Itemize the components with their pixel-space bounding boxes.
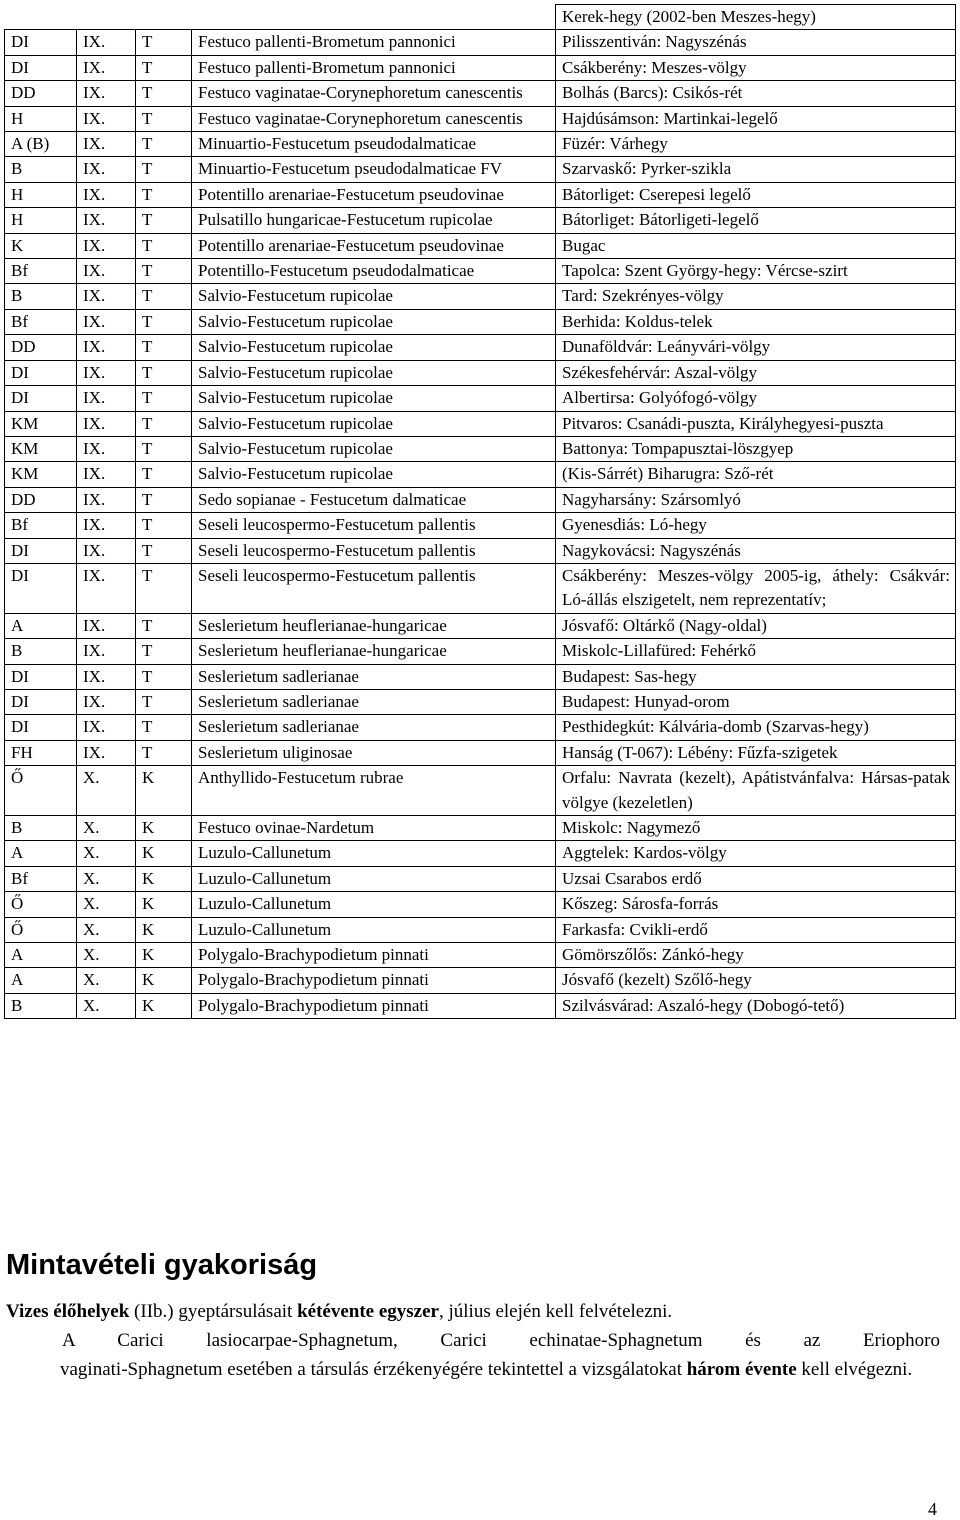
table-row (5, 639, 956, 664)
table-row (5, 538, 956, 563)
table-row (5, 613, 956, 638)
cell-type: K (136, 993, 192, 1018)
table-row (5, 360, 956, 385)
cell-type: T (136, 462, 192, 487)
cell-number: IX. (77, 689, 136, 714)
table-row (5, 157, 956, 182)
cell-association: Salvio-Festucetum rupicolae (192, 360, 556, 385)
header-location-cell: Kerek-hegy (2002-ben Meszes-hegy) (556, 5, 956, 30)
table-row (5, 664, 956, 689)
cell-code: DI (5, 715, 77, 740)
cell-number: X. (77, 917, 136, 942)
cell-code: B (5, 639, 77, 664)
cell-type: T (136, 689, 192, 714)
cell-code: DI (5, 55, 77, 80)
cell-number: IX. (77, 309, 136, 334)
cell-code: DI (5, 538, 77, 563)
cell-number: IX. (77, 715, 136, 740)
cell-number: IX. (77, 411, 136, 436)
cell-type: T (136, 284, 192, 309)
cell-type: T (136, 411, 192, 436)
cell-type: K (136, 841, 192, 866)
cell-type: T (136, 259, 192, 284)
cell-type: T (136, 538, 192, 563)
cell-location: Orfalu: Navrata (kezelt), Apátistvánfalva: Hársas-patak völgye (kezeletlen) (556, 766, 956, 816)
cell-number: IX. (77, 157, 136, 182)
cell-location: Uzsai Csarabos erdő (556, 866, 956, 891)
cell-type: T (136, 715, 192, 740)
cell-type: T (136, 182, 192, 207)
cell-location: Gömörszőlős: Zánkó-hegy (556, 943, 956, 968)
cell-location: Bátorliget: Cserepesi legelő (556, 182, 956, 207)
cell-association: Seseli leucospermo-Festucetum pallentis (192, 538, 556, 563)
cell-number: IX. (77, 462, 136, 487)
cell-association: Polygalo-Brachypodietum pinnati (192, 968, 556, 993)
table-row (5, 182, 956, 207)
cell-number: IX. (77, 563, 136, 613)
cell-location: Füzér: Várhegy (556, 132, 956, 157)
cell-type: T (136, 81, 192, 106)
table-row (5, 284, 956, 309)
cell-association: Seslerietum heuflerianae-hungaricae (192, 639, 556, 664)
cell-association: Salvio-Festucetum rupicolae (192, 386, 556, 411)
cell-location: Farkasfa: Cvikli-erdő (556, 917, 956, 942)
cell-code: H (5, 106, 77, 131)
table-header-row (5, 5, 956, 30)
cell-number: X. (77, 993, 136, 1018)
cell-association: Luzulo-Callunetum (192, 892, 556, 917)
cell-code: Bf (5, 866, 77, 891)
cell-number: IX. (77, 259, 136, 284)
paragraph-sphagnetum (60, 1327, 940, 1384)
cell-number: IX. (77, 740, 136, 765)
cell-association: Potentillo-Festucetum pseudodalmaticae (192, 259, 556, 284)
cell-type: T (136, 132, 192, 157)
table-row (5, 55, 956, 80)
cell-code: Bf (5, 513, 77, 538)
cell-location: Kőszeg: Sárosfa-forrás (556, 892, 956, 917)
section-heading: Mintavételi gyakoriság (6, 1249, 318, 1281)
habitat-table (4, 4, 956, 1019)
cell-location: Pitvaros: Csanádi-puszta, Királyhegyesi-puszta (556, 411, 956, 436)
cell-number: IX. (77, 639, 136, 664)
cell-number: X. (77, 968, 136, 993)
para1-text-2: , július elején kell felvételezni. (438, 1301, 673, 1322)
cell-number: IX. (77, 538, 136, 563)
cell-association: Luzulo-Callunetum (192, 917, 556, 942)
cell-location: Szilvásvárad: Aszaló-hegy (Dobogó-tető) (556, 993, 956, 1018)
cell-code: A (5, 968, 77, 993)
table-row (5, 816, 956, 841)
bold-three-years: három évente (686, 1358, 797, 1380)
cell-location: Nagykovácsi: Nagyszénás (556, 538, 956, 563)
cell-association: Potentillo arenariae-Festucetum pseudovinae (192, 233, 556, 258)
cell-location: Tard: Szekrényes-völgy (556, 284, 956, 309)
cell-association: Festuco pallenti-Brometum pannonici (192, 55, 556, 80)
cell-location: Miskolc-Lillafüred: Fehérkő (556, 639, 956, 664)
cell-number: X. (77, 943, 136, 968)
cell-association: Festuco ovinae-Nardetum (192, 816, 556, 841)
cell-type: T (136, 208, 192, 233)
table-row (5, 335, 956, 360)
cell-code: H (5, 182, 77, 207)
cell-code: B (5, 284, 77, 309)
cell-type: T (136, 157, 192, 182)
cell-location: Hajdúsámson: Martinkai-legelő (556, 106, 956, 131)
cell-type: K (136, 766, 192, 816)
para2-text-1: A Carici lasiocarpae-Sphagnetum, Carici echinatae-Sphagnetum és az Eriophoro (62, 1330, 940, 1351)
cell-association: Festuco vaginatae-Corynephoretum canescentis (192, 106, 556, 131)
table-row (5, 462, 956, 487)
table-row (5, 766, 956, 816)
cell-location: Budapest: Hunyad-orom (556, 689, 956, 714)
cell-type: K (136, 943, 192, 968)
table-row (5, 436, 956, 461)
table-row (5, 386, 956, 411)
habitat-table-body (5, 5, 956, 1019)
cell-code: B (5, 816, 77, 841)
cell-association: Seslerietum heuflerianae-hungaricae (192, 613, 556, 638)
cell-type: T (136, 360, 192, 385)
cell-number: IX. (77, 360, 136, 385)
cell-code: DI (5, 664, 77, 689)
cell-code: DI (5, 386, 77, 411)
cell-location: Budapest: Sas-hegy (556, 664, 956, 689)
cell-number: IX. (77, 335, 136, 360)
cell-number: IX. (77, 106, 136, 131)
cell-association: Seslerietum sadlerianae (192, 715, 556, 740)
page-number: 4 (928, 1499, 937, 1519)
cell-location: Tapolca: Szent György-hegy: Vércse-szirt (556, 259, 956, 284)
cell-number: IX. (77, 182, 136, 207)
cell-association: Seslerietum sadlerianae (192, 689, 556, 714)
cell-code: Ő (5, 766, 77, 816)
cell-code: A (5, 841, 77, 866)
cell-code: B (5, 157, 77, 182)
cell-association: Salvio-Festucetum rupicolae (192, 411, 556, 436)
cell-type: T (136, 513, 192, 538)
table-row (5, 487, 956, 512)
cell-type: T (136, 233, 192, 258)
cell-type: K (136, 968, 192, 993)
cell-association: Festuco vaginatae-Corynephoretum canescentis (192, 81, 556, 106)
cell-type: T (136, 436, 192, 461)
cell-location: Battonya: Tompapusztai-löszgyep (556, 436, 956, 461)
cell-code: KM (5, 436, 77, 461)
cell-association: Salvio-Festucetum rupicolae (192, 462, 556, 487)
table-row (5, 259, 956, 284)
cell-association: Seseli leucospermo-Festucetum pallentis (192, 563, 556, 613)
cell-type: T (136, 309, 192, 334)
cell-code: Bf (5, 259, 77, 284)
cell-location: Nagyharsány: Szársomlyó (556, 487, 956, 512)
cell-association: Polygalo-Brachypodietum pinnati (192, 943, 556, 968)
cell-code: A (5, 613, 77, 638)
cell-location: Bolhás (Barcs): Csikós-rét (556, 81, 956, 106)
table-row (5, 513, 956, 538)
table-row (5, 892, 956, 917)
cell-number: IX. (77, 55, 136, 80)
table-row (5, 233, 956, 258)
cell-code: DI (5, 360, 77, 385)
table-row (5, 208, 956, 233)
table-row (5, 917, 956, 942)
table-row (5, 411, 956, 436)
cell-type: T (136, 563, 192, 613)
cell-association: Seseli leucospermo-Festucetum pallentis (192, 513, 556, 538)
cell-code: DD (5, 487, 77, 512)
table-row (5, 968, 956, 993)
cell-association: Seslerietum sadlerianae (192, 664, 556, 689)
cell-number: IX. (77, 386, 136, 411)
cell-code: FH (5, 740, 77, 765)
table-row (5, 563, 956, 613)
table-row (5, 106, 956, 131)
cell-location: Bugac (556, 233, 956, 258)
cell-type: K (136, 917, 192, 942)
cell-number: X. (77, 892, 136, 917)
cell-location: Csákberény: Meszes-völgy 2005-ig, áthely: Csákvár: Ló-állás elszigetelt, nem reprezentatív; (556, 563, 956, 613)
cell-code: DD (5, 335, 77, 360)
para1-text-1: (IIb.) gyeptársulásait (129, 1301, 298, 1322)
cell-type: T (136, 386, 192, 411)
cell-association: Luzulo-Callunetum (192, 841, 556, 866)
cell-association: Salvio-Festucetum rupicolae (192, 284, 556, 309)
table-row (5, 841, 956, 866)
table-row (5, 740, 956, 765)
cell-location: Székesfehérvár: Aszal-völgy (556, 360, 956, 385)
cell-type: T (136, 639, 192, 664)
paragraph-frequency-wetlands (6, 1298, 946, 1326)
cell-code: Bf (5, 309, 77, 334)
cell-association: Salvio-Festucetum rupicolae (192, 309, 556, 334)
cell-association: Salvio-Festucetum rupicolae (192, 335, 556, 360)
cell-code: KM (5, 462, 77, 487)
table-row (5, 81, 956, 106)
bold-wetlands: Vizes élőhelyek (6, 1301, 130, 1322)
cell-association: Festuco pallenti-Brometum pannonici (192, 30, 556, 55)
cell-number: IX. (77, 664, 136, 689)
cell-code: A (B) (5, 132, 77, 157)
cell-location: Albertirsa: Golyófogó-völgy (556, 386, 956, 411)
cell-type: K (136, 866, 192, 891)
cell-number: IX. (77, 208, 136, 233)
cell-code: H (5, 208, 77, 233)
cell-location: Csákberény: Meszes-völgy (556, 55, 956, 80)
cell-location: Pilisszentiván: Nagyszénás (556, 30, 956, 55)
header-blank-cell (5, 5, 556, 30)
cell-location: (Kis-Sárrét) Biharugra: Sző-rét (556, 462, 956, 487)
cell-location: Berhida: Koldus-telek (556, 309, 956, 334)
para2-text-2: vaginati-Sphagnetum esetében a társulás érzékenyégére tekintettel a vizsgálatokat (60, 1358, 682, 1380)
cell-type: T (136, 55, 192, 80)
cell-association: Seslerietum uliginosae (192, 740, 556, 765)
cell-number: IX. (77, 513, 136, 538)
cell-number: X. (77, 866, 136, 891)
cell-number: IX. (77, 487, 136, 512)
cell-number: IX. (77, 284, 136, 309)
table-row (5, 30, 956, 55)
table-row (5, 309, 956, 334)
cell-association: Potentillo arenariae-Festucetum pseudovinae (192, 182, 556, 207)
cell-association: Luzulo-Callunetum (192, 866, 556, 891)
cell-code: DI (5, 30, 77, 55)
cell-type: T (136, 487, 192, 512)
cell-type: T (136, 335, 192, 360)
cell-association: Anthyllido-Festucetum rubrae (192, 766, 556, 816)
cell-code: KM (5, 411, 77, 436)
table-row (5, 715, 956, 740)
cell-code: B (5, 993, 77, 1018)
table-row (5, 689, 956, 714)
cell-association: Pulsatillo hungaricae-Festucetum rupicolae (192, 208, 556, 233)
cell-location: Miskolc: Nagymező (556, 816, 956, 841)
cell-type: T (136, 664, 192, 689)
cell-type: T (136, 30, 192, 55)
cell-location: Pesthidegkút: Kálvária-domb (Szarvas-hegy) (556, 715, 956, 740)
cell-association: Salvio-Festucetum rupicolae (192, 436, 556, 461)
cell-code: DD (5, 81, 77, 106)
cell-type: T (136, 106, 192, 131)
cell-number: IX. (77, 30, 136, 55)
cell-number: X. (77, 766, 136, 816)
cell-type: K (136, 892, 192, 917)
cell-number: IX. (77, 132, 136, 157)
cell-type: K (136, 816, 192, 841)
cell-association: Polygalo-Brachypodietum pinnati (192, 993, 556, 1018)
table-row (5, 943, 956, 968)
table-row (5, 993, 956, 1018)
cell-association: Minuartio-Festucetum pseudodalmaticae (192, 132, 556, 157)
cell-location: Szarvaskő: Pyrker-szikla (556, 157, 956, 182)
bold-biennial: kétévente egyszer (297, 1301, 439, 1322)
cell-type: T (136, 613, 192, 638)
cell-number: IX. (77, 613, 136, 638)
table-row (5, 866, 956, 891)
cell-location: Gyenesdiás: Ló-hegy (556, 513, 956, 538)
cell-location: Jósvafő (kezelt) Szőlő-hegy (556, 968, 956, 993)
cell-location: Jósvafő: Oltárkő (Nagy-oldal) (556, 613, 956, 638)
cell-code: Ő (5, 917, 77, 942)
cell-type: T (136, 740, 192, 765)
cell-number: IX. (77, 436, 136, 461)
cell-code: DI (5, 563, 77, 613)
cell-location: Hanság (T-067): Lébény: Fűzfa-szigetek (556, 740, 956, 765)
cell-code: K (5, 233, 77, 258)
cell-location: Aggtelek: Kardos-völgy (556, 841, 956, 866)
cell-location: Dunaföldvár: Leányvári-völgy (556, 335, 956, 360)
cell-association: Sedo sopianae - Festucetum dalmaticae (192, 487, 556, 512)
cell-location: Bátorliget: Bátorligeti-legelő (556, 208, 956, 233)
cell-number: IX. (77, 233, 136, 258)
cell-number: IX. (77, 81, 136, 106)
cell-number: X. (77, 841, 136, 866)
cell-number: X. (77, 816, 136, 841)
cell-code: A (5, 943, 77, 968)
cell-association: Minuartio-Festucetum pseudodalmaticae FV (192, 157, 556, 182)
cell-code: Ő (5, 892, 77, 917)
para2-text-3: kell elvégezni. (796, 1358, 913, 1380)
cell-code: DI (5, 689, 77, 714)
table-row (5, 132, 956, 157)
